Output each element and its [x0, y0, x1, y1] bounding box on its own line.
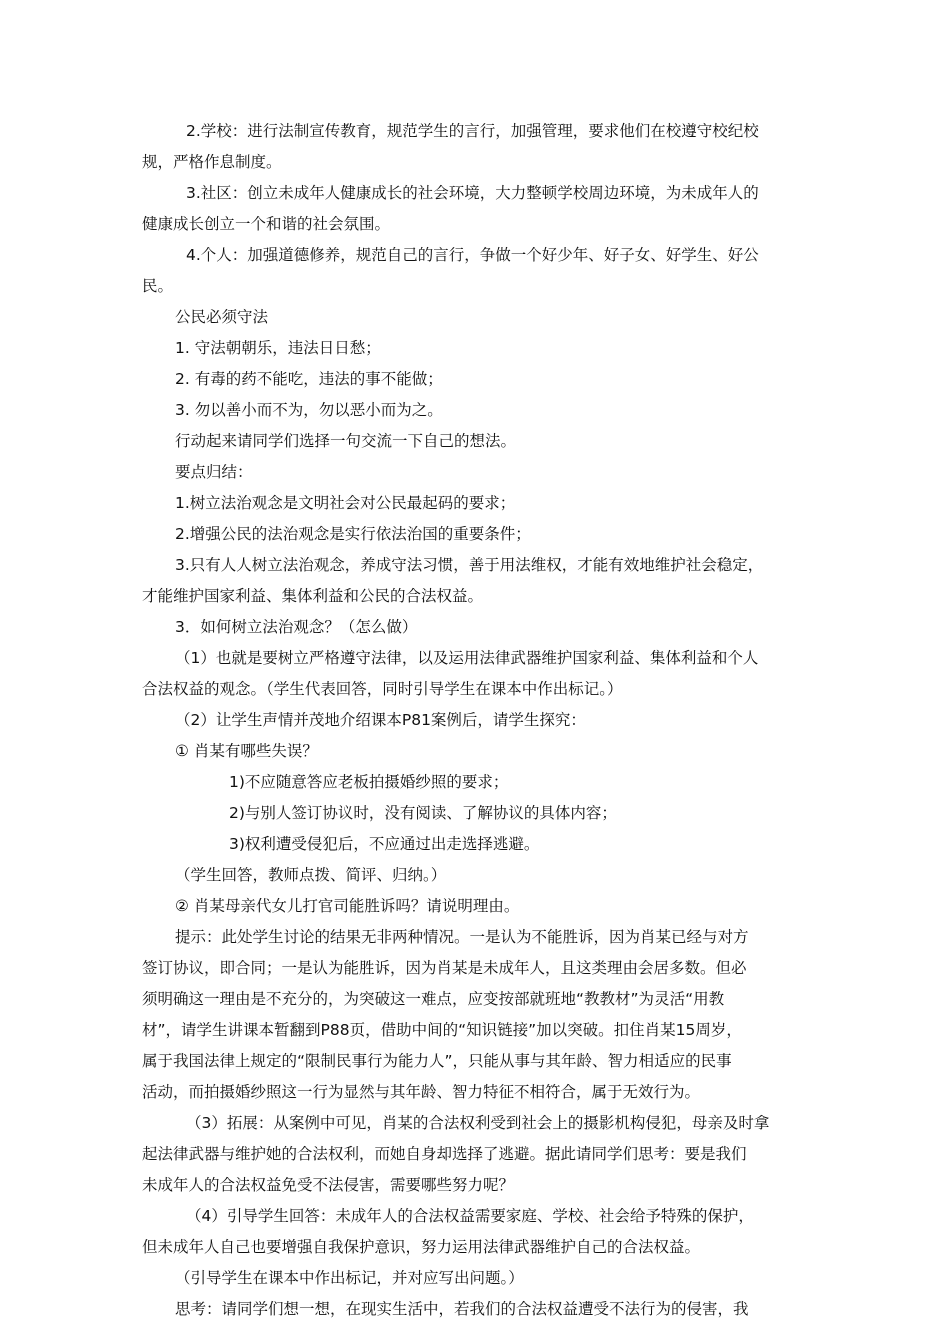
text-line: 起法律武器与维护她的合法权利，而她自身却选择了逃避。据此请同学们思考：要是我们 — [142, 1145, 747, 1163]
text-line: 须明确这一理由是不充分的，为突破这一难点，应变按部就班地“教教材”为灵活“用教 — [142, 990, 725, 1008]
text-line: 活动，而拍摄婚纱照这一行为显然与其年龄、智力特征不相符合，属于无效行为。 — [142, 1083, 701, 1101]
text-line: 材”，请学生讲课本暂翻到P88页，借助中间的“知识链接”加以突破。扣住肖某15周岁， — [142, 1021, 742, 1039]
question-item: ② 肖某母亲代女儿打官司能胜诉吗？请说明理由。 — [175, 897, 520, 915]
list-item: 1.树立法治观念是文明社会对公民最起码的要求； — [175, 494, 516, 512]
text-line: 4.个人：加强道德修养，规范自己的言行，争做一个好少年、好子女、好学生、好公 — [186, 246, 759, 264]
section-heading: 要点归结： — [175, 463, 253, 481]
list-item: 2)与别人签订协议时，没有阅读、了解协议的具体内容； — [229, 804, 617, 822]
text-line: 属于我国法律上规定的“限制民事行为能力人”，只能从事与其年龄、智力相适应的民事 — [142, 1052, 732, 1070]
text-line: 思考：请同学们想一想，在现实生活中，若我们的合法权益遭受不法行为的侵害，我 — [175, 1300, 749, 1318]
text-line: 合法权益的观念。（学生代表回答，同时引导学生在课本中作出标记。） — [142, 680, 623, 698]
text-line: 民。 — [142, 277, 174, 295]
list-item: 3. 勿以善小而不为，勿以恶小而为之。 — [175, 401, 443, 419]
list-item: 2.增强公民的法治观念是实行依法治国的重要条件； — [175, 525, 531, 543]
list-item: 1)不应随意答应老板拍摄婚纱照的要求； — [229, 773, 509, 791]
text-line: 但未成年人自己也要增强自我保护意识，努力运用法律武器维护自己的合法权益。 — [142, 1238, 701, 1256]
question-item: ① 肖某有哪些失误？ — [175, 742, 318, 760]
text-line: 规，严格作息制度。 — [142, 153, 282, 171]
text-line: 未成年人的合法权益免受不法侵害，需要哪些努力呢？ — [142, 1176, 515, 1194]
text-line: （3）拓展：从案例中可见，肖某的合法权利受到社会上的摄影机构侵犯，母亲及时拿 — [186, 1114, 770, 1132]
text-line: 3.社区：创立未成年人健康成长的社会环境，大力整顿学校周边环境，为未成年人的 — [186, 184, 759, 202]
text-line: 行动起来请同学们选择一句交流一下自己的想法。 — [175, 432, 517, 450]
text-line: （1）也就是要树立严格遵守法律，以及运用法律武器维护国家利益、集体利益和个人 — [175, 649, 759, 667]
list-item: 1. 守法朝朝乐，违法日日愁； — [175, 339, 381, 357]
text-line: 签订协议，即合同；一是认为能胜诉，因为肖某是未成年人，且这类理由会居多数。但必 — [142, 959, 747, 977]
text-line: 提示：此处学生讨论的结果无非两种情况。一是认为不能胜诉，因为肖某已经与对方 — [175, 928, 749, 946]
text-line: （4）引导学生回答：未成年人的合法权益需要家庭、学校、社会给予特殊的保护， — [186, 1207, 754, 1225]
text-line: 才能维护国家利益、集体利益和公民的合法权益。 — [142, 587, 484, 605]
text-line: 2.学校：进行法制宣传教育，规范学生的言行，加强管理，要求他们在校遵守校纪校 — [186, 122, 759, 140]
section-heading: 3．如何树立法治观念？（怎么做） — [175, 618, 418, 636]
list-item: 3)权利遭受侵犯后，不应通过出走选择逃避。 — [229, 835, 540, 853]
text-line: （2）让学生声情并茂地介绍课本P81案例后，请学生探究： — [175, 711, 586, 729]
list-item: 2. 有毒的药不能吃，违法的事不能做； — [175, 370, 443, 388]
text-line: （引导学生在课本中作出标记，并对应写出问题。） — [175, 1269, 524, 1287]
list-item: 3.只有人人树立法治观念，养成守法习惯，善于用法维权，才能有效地维护社会稳定， — [175, 556, 764, 574]
text-line: （学生回答，教师点拨、简评、归纳。） — [175, 866, 447, 884]
section-heading: 公民必须守法 — [175, 308, 269, 326]
text-line: 健康成长创立一个和谐的社会氛围。 — [142, 215, 391, 233]
